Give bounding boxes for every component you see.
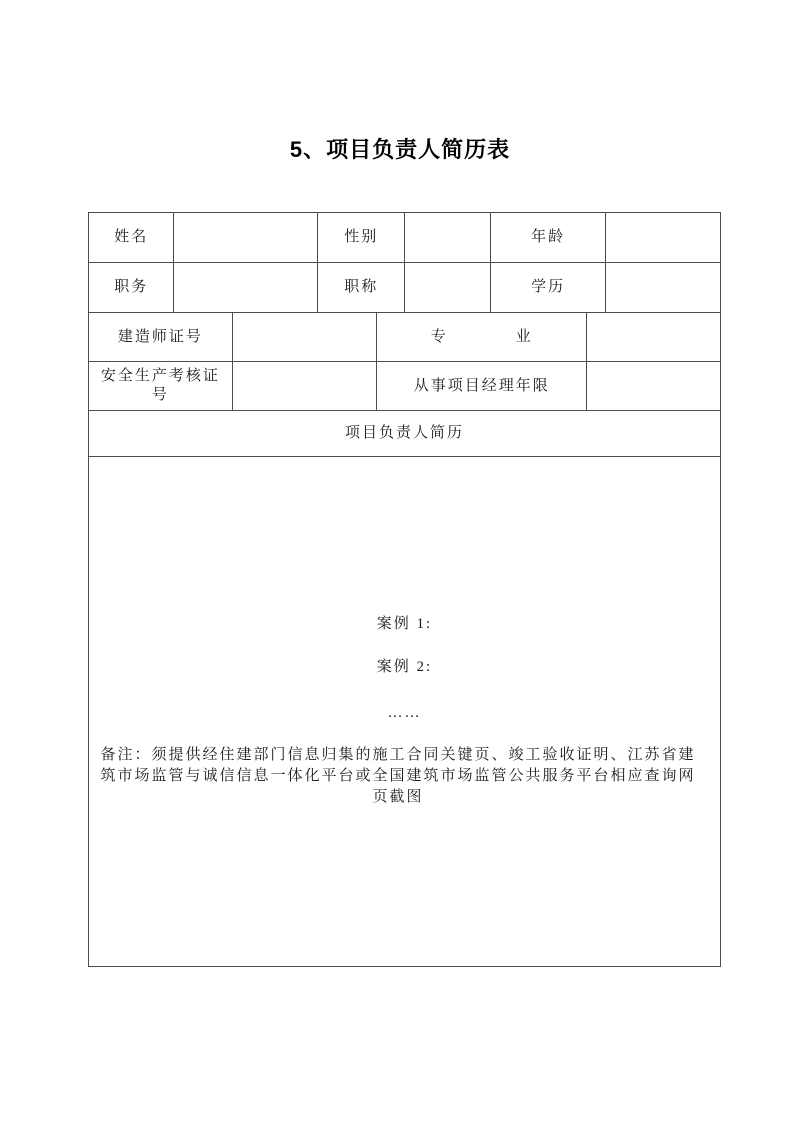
- education-label-cell: 学历: [490, 263, 606, 313]
- resume-content-cell[interactable]: [89, 457, 721, 967]
- age-value-cell[interactable]: [606, 213, 721, 263]
- table-row: [89, 457, 721, 967]
- prof-title-label-cell: 职称: [318, 263, 405, 313]
- case-1-line: 案例 1:: [376, 615, 433, 632]
- ellipsis-line: ……: [387, 704, 422, 721]
- specialty-label-cell: 专 业: [377, 313, 587, 362]
- resume-form-table: [88, 212, 721, 967]
- name-label-cell: 姓名: [89, 213, 174, 263]
- safety-cert-value-cell[interactable]: [232, 362, 377, 411]
- resume-section-header-cell: 项目负责人简历: [89, 411, 721, 457]
- prof-title-value-cell[interactable]: [405, 263, 490, 313]
- safety-cert-label-cell: 安全生产考核证号: [89, 362, 233, 411]
- table-row: [89, 362, 721, 411]
- constructor-cert-value-cell[interactable]: [232, 313, 377, 362]
- position-label-cell: 职务: [89, 263, 174, 313]
- table-row: [89, 313, 721, 362]
- note-paragraph: 备注：须提供经住建部门信息归集的施工合同关键页、竣工验收证明、江苏省建筑市场监管与诚信信息一体化平台或全国建筑市场监管公共服务平台相应查询网页截图: [100, 746, 696, 805]
- pm-years-label-cell: 从事项目经理年限: [377, 362, 587, 411]
- age-label-cell: 年龄: [490, 213, 606, 263]
- gender-value-cell[interactable]: [405, 213, 490, 263]
- table-row: [89, 213, 721, 263]
- page-title: 5、项目负责人简历表: [289, 137, 511, 162]
- case-2-line: 案例 2:: [376, 658, 433, 675]
- position-value-cell[interactable]: [174, 263, 318, 313]
- table-row: [89, 411, 721, 457]
- gender-label-cell: 性别: [318, 213, 405, 263]
- table-row: [89, 263, 721, 313]
- pm-years-value-cell[interactable]: [587, 362, 721, 411]
- specialty-value-cell[interactable]: [587, 313, 721, 362]
- education-value-cell[interactable]: [606, 263, 721, 313]
- name-value-cell[interactable]: [174, 213, 318, 263]
- constructor-cert-label-cell: 建造师证号: [89, 313, 233, 362]
